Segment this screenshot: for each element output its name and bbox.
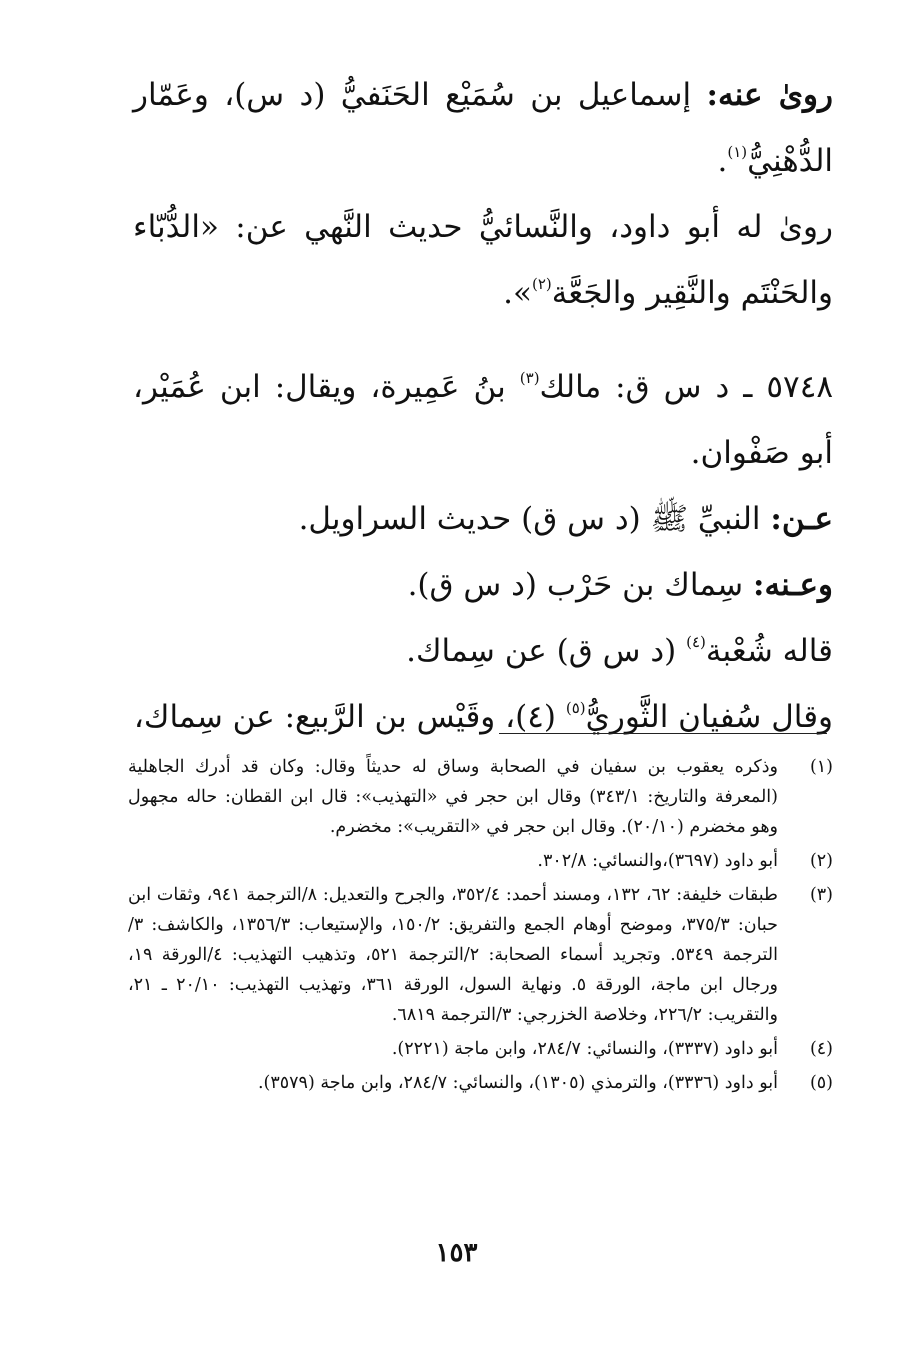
text: إسماعيل بن سُمَيْع الحَنَفيُّ (د س)، وعَمّار الدُّهْنِيُّ [133, 77, 833, 179]
label-rawa-anhu: روىٰ عنه: [706, 77, 833, 113]
footnote-text: أبو داود (٣٦٩٧)،والنسائي: ٣٠٢/٨. [537, 851, 778, 871]
footnote-ref[interactable]: (٢) [531, 275, 552, 293]
text: . [717, 143, 728, 179]
footnote-ref[interactable]: (١) [727, 143, 748, 161]
footnote-ref[interactable]: (٥) [565, 699, 586, 717]
text: وقال سُفيان الثَّوريُّ [585, 699, 833, 735]
text: روىٰ له أبو داود، والنَّسائيُّ حديث النَّهي عن: «الدُّبّاء والحَنْتَم والنَّقِير والجَعَّة [133, 209, 833, 311]
footnote [128, 752, 833, 842]
page-number: ١٥٣ [435, 1238, 478, 1268]
footnote-text: وذكره يعقوب بن سفيان في الصحابة وساق له حديثاً وقال: وكان قد أدرك الجاهلية (المعرفة والتاريخ: ٣٤٣/١) وقال ابن حجر في «التهذيب»: قال ابن القطان: حاله مجهول وهو مخضرم (٢٠/١٠). وقال ابن حجر في «التقريب»: مخضرم. [128, 757, 778, 837]
text: سِماك بن حَرْب (د س ق). [407, 567, 744, 603]
footnote-number: (٤) [809, 1039, 833, 1059]
text: بنُ عَمِيرة، ويقال: ابن عُمَيْر، أبو صَفْوان. [133, 369, 833, 471]
footnote [128, 1034, 833, 1064]
paragraph-shuba [133, 618, 833, 684]
text: ». [503, 275, 532, 311]
paragraph-sufyan [133, 684, 833, 750]
footnote-ref[interactable]: (٣) [519, 369, 540, 387]
footnote-text: طبقات خليفة: ٦٢، ١٣٢، ومسند أحمد: ٣٥٢/٤، والجرح والتعديل: ٨/الترجمة ٩٤١، وثقات ابن حبان: ٣٧٥/٣، وموضح أوهام الجمع والتفريق: ١٥٠/٢، والإستيعاب: ١٣٥٦/٣، والكاشف: ٣/الترجمة ٥٣٤٩. وتجريد أسماء الصحابة: ٢/الترجمة ٥٢١، وتذهيب التهذيب: ٤/الورقة ١٩، ورجال ابن ماجة، الورقة ٥. ونهاية السول، الورقة ٣٦١، وتهذيب التهذيب: ٢٠/١٠ ـ ٢١، والتقريب: ٢٢٦/٢، وخلاصة الخزرجي: ٣/الترجمة ٦٨١٩. [128, 885, 778, 1025]
footnote-text: أبو داود (٣٣٣٦)، والترمذي (١٣٠٥)، والنسائي: ٢٨٤/٧، وابن ماجة (٣٥٧٩). [257, 1073, 778, 1093]
text: (د س ق) عن سِماك. [406, 633, 677, 669]
footnote [128, 880, 833, 1030]
paragraph-narrators-from-him [133, 62, 833, 194]
entry-number: ٥٧٤٨ ـ د س ق: [615, 369, 833, 405]
text: (٤)، وقَيْس بن الرَّبيع: عن سِماك، [133, 699, 556, 735]
footnote-divider [499, 733, 827, 734]
footnote [128, 1068, 833, 1098]
footnote [128, 846, 833, 876]
footnote-number: (١) [809, 757, 833, 777]
paragraph-from-him [133, 552, 833, 618]
text: النبيِّ ﷺ (د س ق) حديث السراويل. [298, 501, 761, 537]
label-wa-anhu: وعـنه: [753, 567, 833, 603]
footnotes [128, 752, 833, 1102]
label-an: عـن: [770, 501, 833, 537]
paragraph-from [133, 486, 833, 552]
footnote-text: أبو داود (٣٣٣٧)، والنسائي: ٢٨٤/٧، وابن ماجة (٢٢٢١). [391, 1039, 778, 1059]
footnote-number: (٢) [809, 851, 833, 871]
footnote-number: (٥) [809, 1073, 833, 1093]
text: قاله شُعْبة [705, 633, 833, 669]
main-text [133, 62, 833, 750]
paragraph-entry-heading [133, 354, 833, 486]
footnote-ref[interactable]: (٤) [686, 633, 706, 651]
text: مالك [539, 369, 602, 405]
paragraph-hadith-note [133, 194, 833, 326]
footnote-number: (٣) [809, 885, 833, 905]
